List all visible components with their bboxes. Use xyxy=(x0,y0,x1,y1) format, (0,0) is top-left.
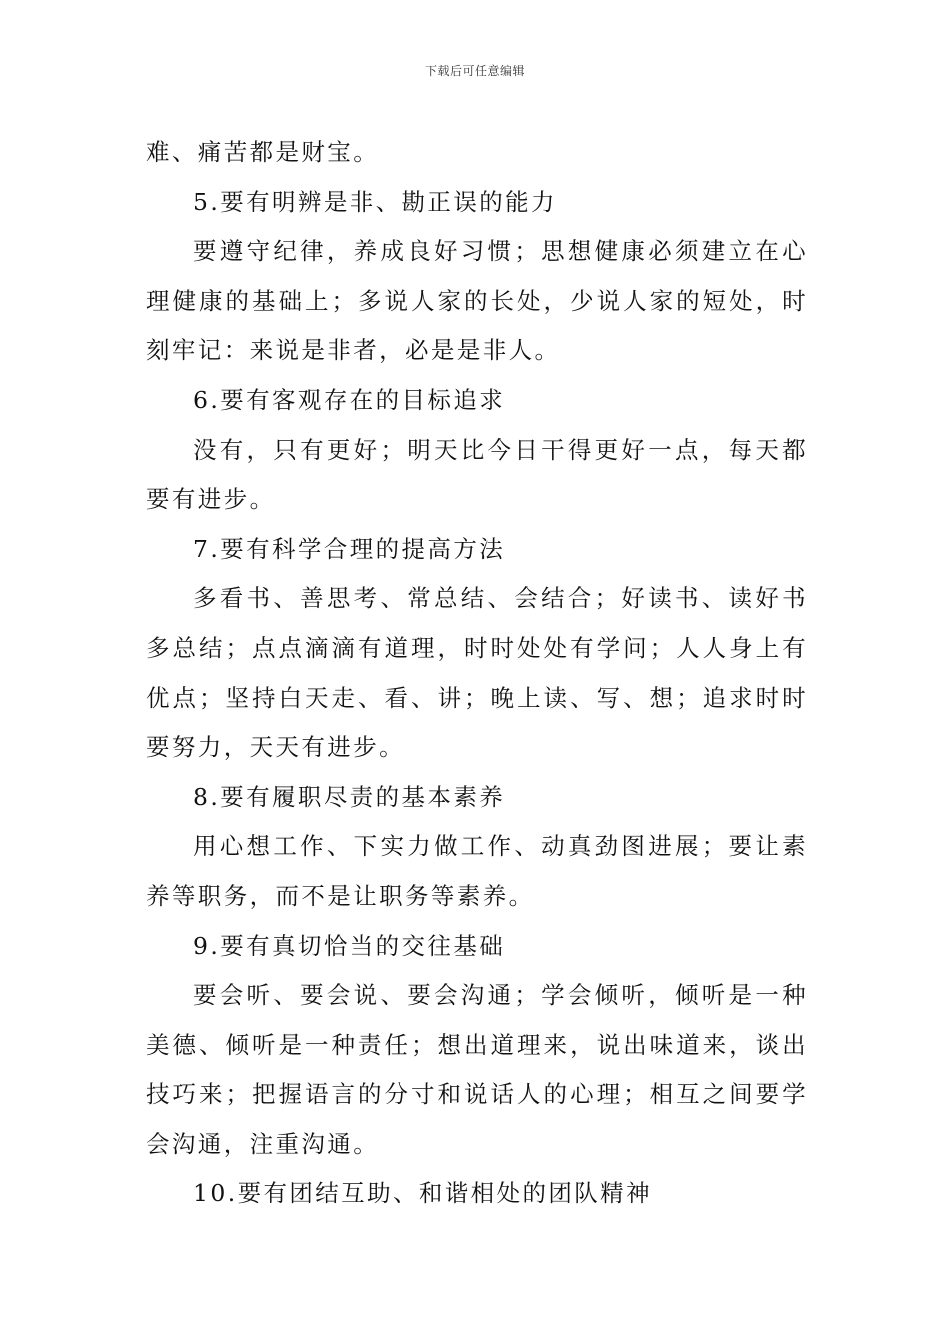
section-paragraph-7: 多看书、善思考、常总结、会结合；好读书、读好书多总结；点点滴滴有道理，时时处处有学问；人人身上有优点；坚持白天走、看、讲；晚上读、写、想；追求时时要努力，天天有进步。 xyxy=(146,584,808,762)
section-heading-5: 5.要有明辨是非、勘正误的能力 xyxy=(193,187,557,216)
section-paragraph-5: 要遵守纪律，养成良好习惯；思想健康必须建立在心理健康的基础上；多说人家的长处，少说人家的短处，时刻牢记：来说是非者，必是是非人。 xyxy=(146,237,808,365)
section-heading-8: 8.要有履职尽责的基本素养 xyxy=(193,782,506,811)
section-paragraph-9: 要会听、要会说、要会沟通；学会倾听，倾听是一种美德、倾听是一种责任；想出道理来，说出味道来，谈出技巧来；把握语言的分寸和说话人的心理；相互之间要学会沟通，注重沟通。 xyxy=(146,981,808,1158)
document-body xyxy=(146,128,808,1219)
section-heading-10: 10.要有团结互助、和谐相处的团队精神 xyxy=(193,1179,652,1208)
section-paragraph-8: 用心想工作、下实力做工作、动真劲图进展；要让素养等职务，而不是让职务等素养。 xyxy=(146,832,808,910)
section-heading-7: 7.要有科学合理的提高方法 xyxy=(193,534,506,563)
section-heading-6: 6.要有客观存在的目标追求 xyxy=(193,385,506,414)
section-paragraph-6: 没有，只有更好；明天比今日干得更好一点，每天都要有进步。 xyxy=(146,435,808,514)
continued-paragraph: 难、痛苦都是财宝。 xyxy=(146,138,380,166)
section-heading-9: 9.要有真切恰当的交往基础 xyxy=(193,931,506,960)
page-header: 下载后可任意编辑 xyxy=(424,64,525,78)
